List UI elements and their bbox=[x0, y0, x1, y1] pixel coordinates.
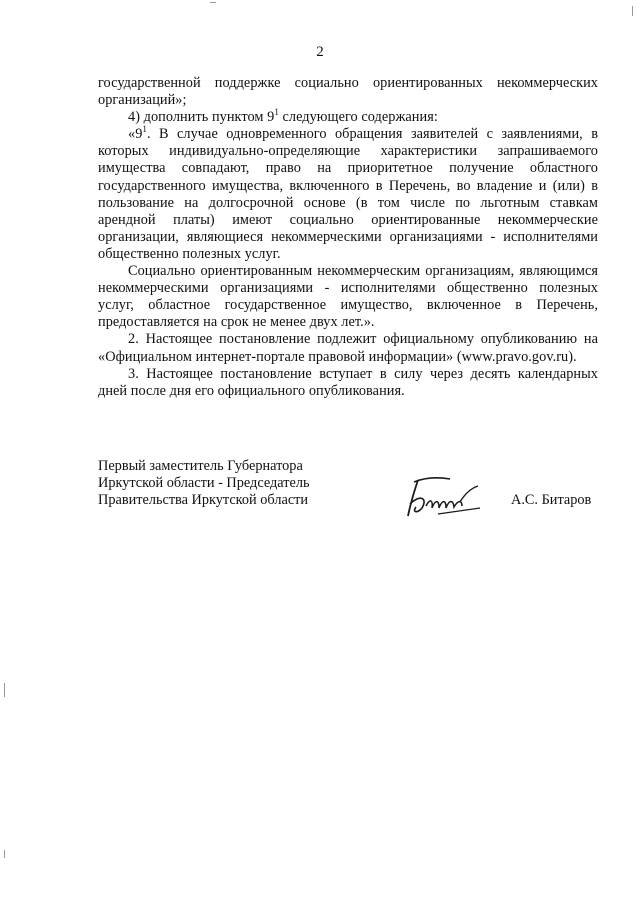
paragraph-effective-date bbox=[98, 366, 598, 400]
paragraph-text: следующего содержания: bbox=[278, 109, 438, 126]
paragraph-text: 2. Настоящее постановление подлежит официальному опубликованию на «Официальном интернет-портале правовой информации» (www.pravo.gov.ru). bbox=[98, 331, 598, 365]
scan-artifact bbox=[210, 2, 216, 3]
page-number: 2 bbox=[316, 44, 324, 60]
paragraph-term bbox=[98, 263, 598, 331]
signatory-title-line: Иркутской области - Председатель bbox=[98, 475, 310, 492]
paragraph-item-4 bbox=[98, 109, 598, 126]
handwritten-signature bbox=[404, 470, 484, 520]
superscript: 1 bbox=[274, 107, 279, 118]
document-body bbox=[98, 75, 598, 400]
paragraph-text: 3. Настоящее постановление вступает в силу через десять календарных дней после дня его официального опубликования. bbox=[98, 365, 598, 399]
paragraph-text: Социально ориентированным некоммерческим организациям, являющимся некоммерческими организациями - исполнителями общественно полезных услуг, областное государственное имущество, включенное в Перечень, предоставляется на срок не менее двух лет.». bbox=[98, 263, 598, 331]
superscript: 1 bbox=[142, 124, 147, 135]
signatory-title-line: Первый заместитель Губернатора bbox=[98, 458, 303, 474]
scan-artifact bbox=[4, 683, 5, 697]
signer-name: А.С. Битаров bbox=[511, 492, 592, 508]
paragraph-continuation bbox=[98, 75, 598, 109]
scan-artifact bbox=[632, 6, 633, 16]
paragraph-publication bbox=[98, 331, 598, 365]
paragraph-point-9-1 bbox=[98, 126, 598, 263]
scan-artifact bbox=[4, 850, 5, 858]
paragraph-text: государственной поддержке социально ориентированных некоммерческих организаций»; bbox=[98, 75, 598, 109]
signatory-title-line: Правительства Иркутской области bbox=[98, 492, 309, 509]
signatory-title bbox=[98, 458, 310, 509]
paragraph-text: 4) дополнить пунктом 9 bbox=[128, 109, 275, 126]
paragraph-text: . В случае одновременного обращения заявителей с заявлениями, в которых индивидуально-определяющие характеристики запрашиваемого имущества совпадают, право на приоритетное получение областного государственного имущества, включенного в Перечень, во владение и (или) в пользование на долгосрочной основе (в том числе по льготным ставкам арендной платы) имеют социально ориентированные некоммерческие организации, являющиеся некоммерческими организациями - исполнителями общественно полезных услуг. bbox=[98, 126, 598, 262]
paragraph-text: «9 bbox=[128, 126, 143, 143]
